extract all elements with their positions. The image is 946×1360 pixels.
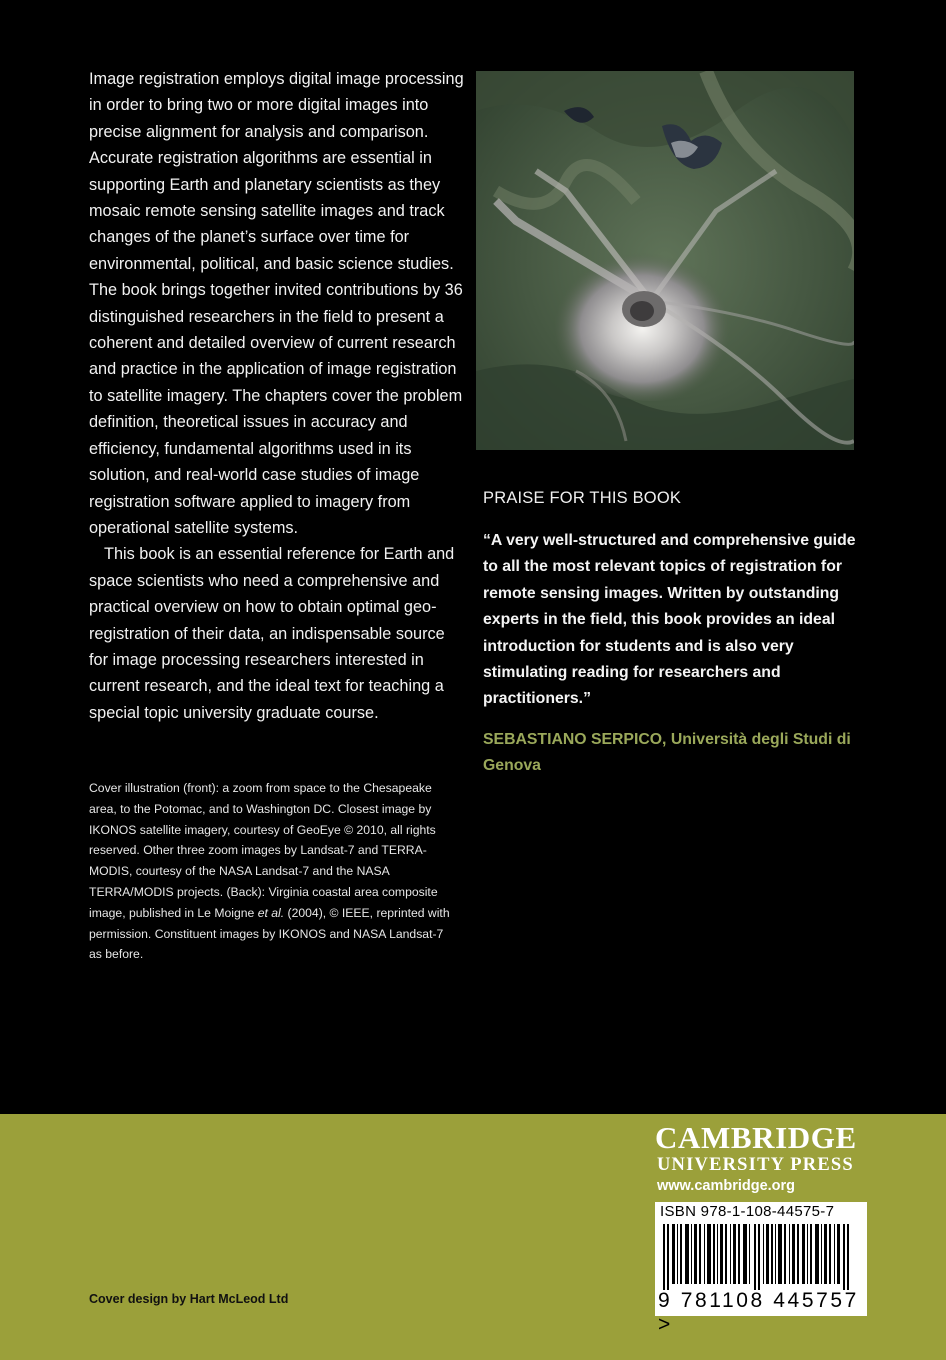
- barcode-number: 9 781108 445757 >: [658, 1289, 859, 1336]
- barcode-panel: [655, 1202, 867, 1336]
- credit-et-al: et al.: [257, 905, 285, 920]
- book-description: [89, 66, 464, 726]
- description-paragraph-1: Image registration employs digital image processing in order to bring two or more digital images into precise alignment for analysis and comparison. Accurate registration algorithms are essential in supporting Earth and planetary scientists as they mosaic remote sensing satellite images and track changes of the planet’s surface over time for environmental, political, and basic science studies. The book brings together invited contributions by 36 distinguished researchers in the field to present a coherent and detailed overview of current research and practice in the application of image registration to satellite imagery. The chapters cover the problem definition, theoretical issues in accuracy and efficiency, fundamental algorithms used in its solution, and real-world case studies of image registration software applied to imagery from operational satellite systems.: [89, 70, 464, 537]
- satellite-image-graphic: [476, 71, 854, 450]
- satellite-image: [476, 71, 854, 450]
- cover-illustration-credit: [89, 778, 459, 965]
- isbn-label: ISBN 978-1-108-44575-7: [660, 1203, 835, 1220]
- praise-quote: “A very well-structured and comprehensive guide to all the most relevant topics of registration for remote sensing images. Written by outstanding experts in the field, this book provides an ideal introduction for students and is also very stimulating reading for researchers and practitioners.”: [483, 532, 856, 708]
- barcode-icon: [659, 1224, 863, 1290]
- credit-text-part-2: (2004), © IEEE, reprinted with permission. Constituent images by IKONOS and NASA Landsat-7 as before.: [89, 905, 450, 962]
- credit-text-part-1: Cover illustration (front): a zoom from space to the Chesapeake area, to the Potomac, and to Washington DC. Closest image by IKONOS satellite imagery, courtesy of GeoEye © 2010, all rights reserved. Other three zoom images by Landsat-7 and TERRA-MODIS, courtesy of the NASA Landsat-7 and the NASA TERRA/MODIS projects. (Back): Virginia coastal area composite image, published in Le Moigne: [89, 781, 438, 920]
- praise-heading: PRAISE FOR THIS BOOK: [483, 489, 682, 507]
- publisher-logo-line-1: CAMBRIDGE: [655, 1120, 857, 1155]
- cover-design-credit: Cover design by Hart McLeod Ltd: [89, 1292, 289, 1306]
- praise-attribution: SEBASTIANO SERPICO, Università degli Studi di Genova: [483, 731, 851, 775]
- description-paragraph-2: This book is an essential reference for Earth and space scientists who need a comprehensive and practical overview on how to obtain optimal geo-registration of their data, an indispensable source for image processing researchers interested in current research, and the ideal text for teaching a special topic university graduate course.: [89, 545, 455, 722]
- publisher-logo-line-2: UNIVERSITY PRESS: [657, 1155, 854, 1175]
- publisher-website: www.cambridge.org: [657, 1178, 796, 1194]
- footer-band: [0, 1114, 946, 1360]
